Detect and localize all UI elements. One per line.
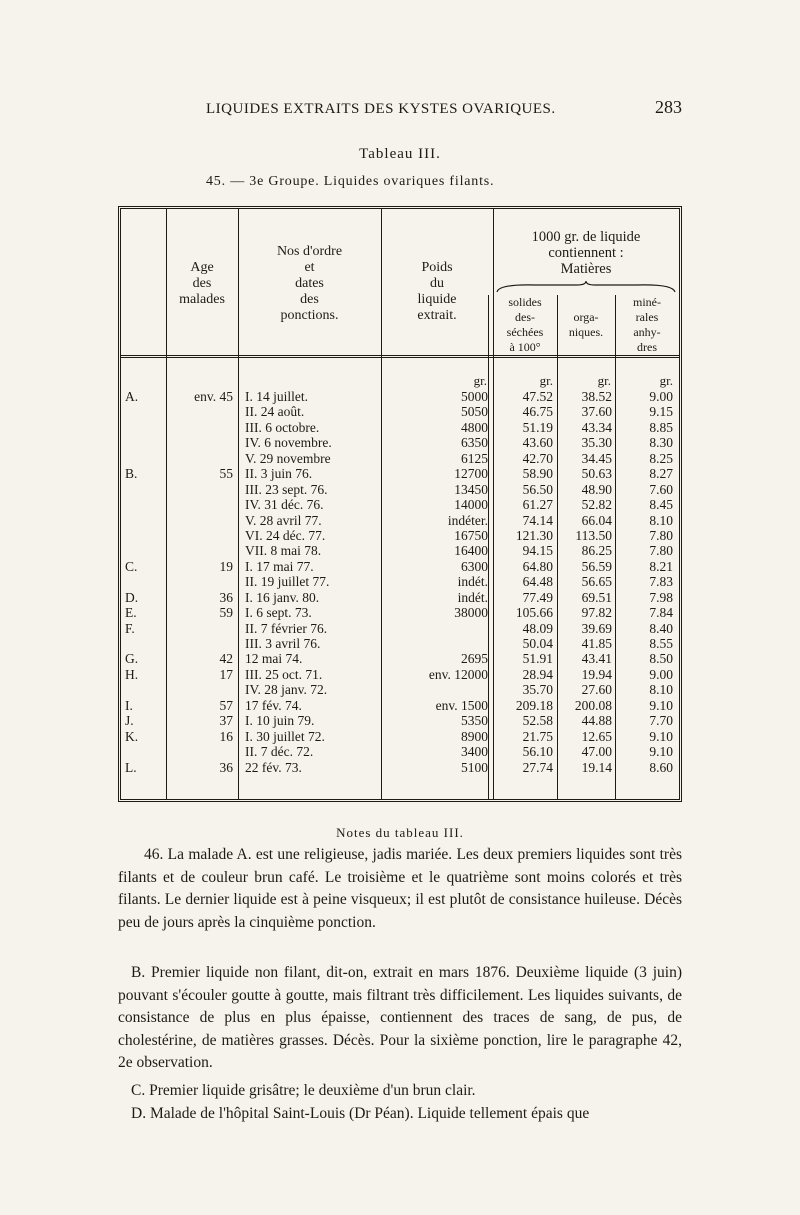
data-table [118,206,682,802]
table-cell-ponction: IV. 28 janv. 72. [245,682,328,698]
table-cell-patient: C. [125,558,138,574]
unit-organiques: gr. [597,373,611,388]
table-cell-ponction: 17 fév. 74. [245,697,302,713]
table-cell-age: 59 [219,605,233,621]
table-cell-organiques: 86.25 [581,543,612,559]
table-cell-poids: 5350 [461,713,488,729]
table-cell-organiques: 43.34 [581,419,612,435]
table-cell-minerales: 8.10 [649,682,673,698]
table-cell-patient [125,435,163,450]
table-cell-ponction: I. 17 mai 77. [245,558,314,574]
table-cell-minerales: 9.15 [649,404,673,420]
table-cell-solides: 77.49 [522,589,553,605]
table-cell-patient [125,482,163,497]
table-cell-age [169,451,233,466]
table-cell-organiques: 43.41 [581,651,612,667]
column-age [169,389,233,775]
table-cell-solides: 105.66 [515,605,553,621]
table-cell-ponction: 22 fév. 73. [245,759,302,775]
table-cell-organiques: 52.82 [581,497,612,513]
table-cell-poids [384,682,488,697]
table-cell-organiques: 37.60 [581,404,612,420]
table-cell-solides: 58.90 [522,466,553,482]
table-cell-organiques: 66.04 [581,512,612,528]
table-cell-patient: E. [125,605,137,621]
table-cell-age: 16 [219,728,233,744]
table-cell-ponction: III. 25 oct. 71. [245,666,323,682]
table-cell-solides: 47.52 [522,389,553,404]
table-cell-age [169,482,233,497]
table-cell-solides: 48.09 [522,620,553,636]
col-header-matieres: 1000 gr. de liquide contiennent : Matières [531,229,641,277]
table-cell-minerales: 9.00 [649,666,673,682]
table-cell-age [169,435,233,450]
table-cell-poids: 8900 [461,728,488,744]
table-cell-minerales: 7.80 [649,543,673,559]
table-cell-poids: 4800 [461,419,488,435]
table-cell-solides: 43.60 [522,435,553,451]
table-cell-solides: 21.75 [522,728,553,744]
table-cell-patient: J. [125,713,134,729]
table-cell-solides: 46.75 [522,404,553,420]
table-cell-patient [125,543,163,558]
table-cell-poids: 38000 [454,605,488,621]
table-cell-ponction: V. 29 novembre [245,450,331,466]
table-cell-minerales: 8.50 [649,651,673,667]
table-cell-age: env. 45 [194,389,233,404]
table-cell-organiques: 50.63 [581,466,612,482]
table-cell-minerales: 8.45 [649,497,673,513]
table-cell-patient [125,420,163,435]
table-cell-poids: 16750 [454,527,488,543]
table-cell-ponction: I. 30 juillet 72. [245,728,325,744]
table-cell-patient [125,636,163,651]
table-cell-solides: 94.15 [522,543,553,559]
table-cell-ponction: III. 6 octobre. [245,419,320,435]
table-cell-organiques: 19.94 [581,666,612,682]
column-organiques [557,389,612,775]
table-cell-poids: 2695 [461,651,488,667]
table-cell-patient [125,497,163,512]
table-cell-minerales: 8.25 [649,450,673,466]
table-cell-organiques: 113.50 [575,527,612,543]
table-subtitle: 45. — 3e Groupe. Liquides ovariques filants. [206,174,495,189]
table-cell-solides: 74.14 [522,512,553,528]
page-number: 283 [655,97,682,117]
table-cell-solides: 42.70 [522,450,553,466]
table-cell-age: 42 [219,651,233,667]
table-cell-poids: env. 12000 [428,666,488,682]
table-cell-minerales: 7.84 [649,605,673,621]
table-cell-solides: 61.27 [522,497,553,513]
table-cell-age [169,543,233,558]
table-cell-poids: indét. [457,574,488,590]
table-cell-organiques: 48.90 [581,481,612,497]
table-cell-solides: 52.58 [522,713,553,729]
column-poids [384,389,488,775]
table-cell-organiques: 56.59 [581,558,612,574]
column-solides [493,389,553,775]
table-cell-minerales: 8.40 [649,620,673,636]
table-cell-patient: I. [125,697,133,713]
table-cell-age [169,420,233,435]
table-cell-poids: 6300 [461,558,488,574]
table-cell-age: 57 [219,697,233,713]
table-cell-ponction: IV. 6 novembre. [245,435,332,451]
table-cell-solides: 51.91 [522,651,553,667]
table-cell-poids: 5000 [461,389,488,404]
table-cell-ponction: VI. 24 déc. 77. [245,527,326,543]
table-cell-organiques: 47.00 [581,744,612,760]
table-cell-ponction: I. 16 janv. 80. [245,589,320,605]
col-header-age: Age des malades [179,260,225,307]
table-cell-patient: H. [125,666,139,682]
table-cell-patient [125,451,163,466]
table-cell-minerales: 8.21 [649,558,673,574]
table-cell-patient [125,513,163,528]
table-cell-patient: D. [125,589,139,605]
table-cell-ponction: I. 6 sept. 73. [245,605,312,621]
column-ponction [245,389,379,775]
table-cell-minerales: 8.85 [649,419,673,435]
table-cell-poids: 5100 [461,759,488,775]
table-cell-minerales: 9.10 [649,728,673,744]
table-cell-minerales: 9.10 [649,744,673,760]
table-cell-ponction: II. 7 déc. 72. [245,744,314,760]
paragraph-d: D. Malade de l'hôpital Saint-Louis (Dr Péan). Liquide tellement épais que [131,1105,590,1122]
table-cell-age [169,621,233,636]
table-cell-organiques: 56.65 [581,574,612,590]
col-header-poids: Poids du liquide extrait. [417,260,457,323]
table-cell-organiques: 39.69 [581,620,612,636]
table-cell-patient [125,404,163,419]
table-cell-ponction: II. 24 août. [245,404,305,420]
table-cell-age [169,528,233,543]
table-cell-organiques: 200.08 [574,697,612,713]
table-cell-poids: 14000 [454,497,488,513]
table-cell-minerales: 8.30 [649,435,673,451]
table-cell-ponction: VII. 8 mai 78. [245,543,322,559]
table-cell-ponction: III. 3 avril 76. [245,636,321,651]
table-cell-organiques: 41.85 [581,636,612,651]
table-cell-poids: indéter. [447,512,488,528]
col-header-organiques: orga- niques. [568,310,604,339]
table-cell-solides: 50.04 [522,636,553,651]
table-cell-minerales: 7.98 [649,589,673,605]
table-cell-age [169,404,233,419]
table-cell-minerales: 7.80 [649,527,673,543]
table-cell-poids: 16400 [454,543,488,559]
table-cell-age: 36 [219,759,233,775]
table-cell-patient: G. [125,651,139,667]
table-cell-patient [125,528,163,543]
paragraph-b: B. Premier liquide non filant, dit-on, extrait en mars 1876. Deuxième liquide (3 juin) pouvant s'écouler goutte à goutte, mais filtrant très difficilement. Les liquides suivants, de consistance de plus en plus épaisse, contiennent des traces de sang, de pus, de cholestérine, de matières grasses. Décès. Pour la sixième ponction, lire le paragraphe 42, 2e observation. [118,964,682,1072]
table-cell-poids: 12700 [454,466,488,482]
table-cell-minerales: 9.00 [649,389,673,404]
col-header-minerales: miné- rales anhy- dres [633,295,661,354]
table-cell-solides: 64.80 [522,558,553,574]
table-cell-minerales: 9.10 [649,697,673,713]
running-title: LIQUIDES EXTRAITS DES KYSTES OVARIQUES. [206,101,556,117]
table-cell-ponction: V. 28 avril 77. [245,512,322,528]
table-cell-ponction: I. 14 juillet. [245,389,308,404]
table-cell-organiques: 38.52 [581,389,612,404]
table-cell-poids: indét. [457,589,488,605]
paragraph-46: 46. La malade A. est une religieuse, jadis mariée. Les deux premiers liquides sont très filants et de couleur brun café. Le troisième et le quatrième sont moins colorés et très filants. Le dernier liquide est à peine visqueux; il est plutôt de consistance huileuse. Décès peu de jours après la cinquième ponction. [118,846,682,931]
table-cell-poids: 3400 [461,744,488,760]
table-cell-poids: 6125 [461,450,488,466]
table-cell-patient: F. [125,620,135,636]
column-minerales [615,389,673,775]
table-cell-solides: 209.18 [515,697,553,713]
table-cell-organiques: 44.88 [581,713,612,729]
notes-title: Notes du tableau III. [336,825,464,840]
table-cell-solides: 51.19 [522,419,553,435]
table-cell-minerales: 8.55 [649,636,673,651]
table-cell-age: 36 [219,589,233,605]
table-cell-age [169,744,233,759]
table-cell-patient [125,682,163,697]
paragraph-c: C. Premier liquide grisâtre; le deuxième d'un brun clair. [131,1082,476,1099]
table-cell-organiques: 35.30 [581,435,612,451]
table-cell-minerales: 8.60 [649,759,673,775]
table-cell-patient: A. [125,389,139,404]
table-cell-solides: 27.74 [522,759,553,775]
table-cell-minerales: 8.27 [649,466,673,482]
table-cell-organiques: 97.82 [581,605,612,621]
col-header-ponctions: Nos d'ordre et dates des ponctions. [276,244,343,323]
table-cell-poids: 13450 [454,481,488,497]
table-cell-poids: 5050 [461,404,488,420]
table-cell-age [169,574,233,589]
column-patient [125,389,163,775]
table-cell-solides: 28.94 [522,666,553,682]
table-cell-solides: 121.30 [515,527,553,543]
table-cell-age: 55 [219,466,233,482]
table-cell-ponction: II. 3 juin 76. [245,466,313,482]
unit-minerales: gr. [659,373,673,388]
table-cell-organiques: 27.60 [581,682,612,698]
table-cell-ponction: 12 mai 74. [245,651,303,667]
table-cell-solides: 56.10 [522,744,553,760]
unit-solides: gr. [539,373,553,388]
table-cell-age [169,682,233,697]
table-cell-solides: 64.48 [522,574,553,590]
table-title: Tableau III. [359,146,441,162]
table-cell-patient: B. [125,466,138,482]
table-cell-solides: 56.50 [522,481,553,497]
table-cell-minerales: 7.83 [649,574,673,590]
table-cell-minerales: 7.60 [649,481,673,497]
table-cell-age: 37 [219,713,233,729]
table-cell-organiques: 12.65 [581,728,612,744]
table-cell-organiques: 34.45 [581,450,612,466]
table-cell-ponction: IV. 31 déc. 76. [245,497,324,513]
table-cell-ponction: II. 19 juillet 77. [245,574,330,590]
table-cell-age [169,513,233,528]
table-cell-patient: K. [125,728,139,744]
table-cell-organiques: 19.14 [581,759,612,775]
table-cell-minerales: 8.10 [649,512,673,528]
table-cell-age [169,497,233,512]
table-cell-ponction: I. 10 juin 79. [245,713,315,729]
table-cell-patient [125,744,163,759]
table-cell-solides: 35.70 [522,682,553,698]
table-cell-ponction: II. 7 février 76. [245,620,328,636]
table-cell-ponction: III. 23 sept. 76. [245,481,328,497]
table-cell-age [169,636,233,651]
table-cell-poids: 6350 [461,435,488,451]
table-cell-age: 17 [219,666,233,682]
table-cell-patient: L. [125,759,137,775]
table-cell-organiques: 69.51 [581,589,612,605]
col-header-solides: solides des- séchées à 100° [506,295,544,354]
brace-decoration [495,280,677,294]
table-cell-age: 19 [219,558,233,574]
table-cell-patient [125,574,163,589]
table-cell-poids [384,621,488,636]
unit-poids: gr. [473,373,487,388]
table-cell-poids [384,636,488,651]
table-cell-poids: env. 1500 [435,697,488,713]
table-cell-minerales: 7.70 [649,713,673,729]
